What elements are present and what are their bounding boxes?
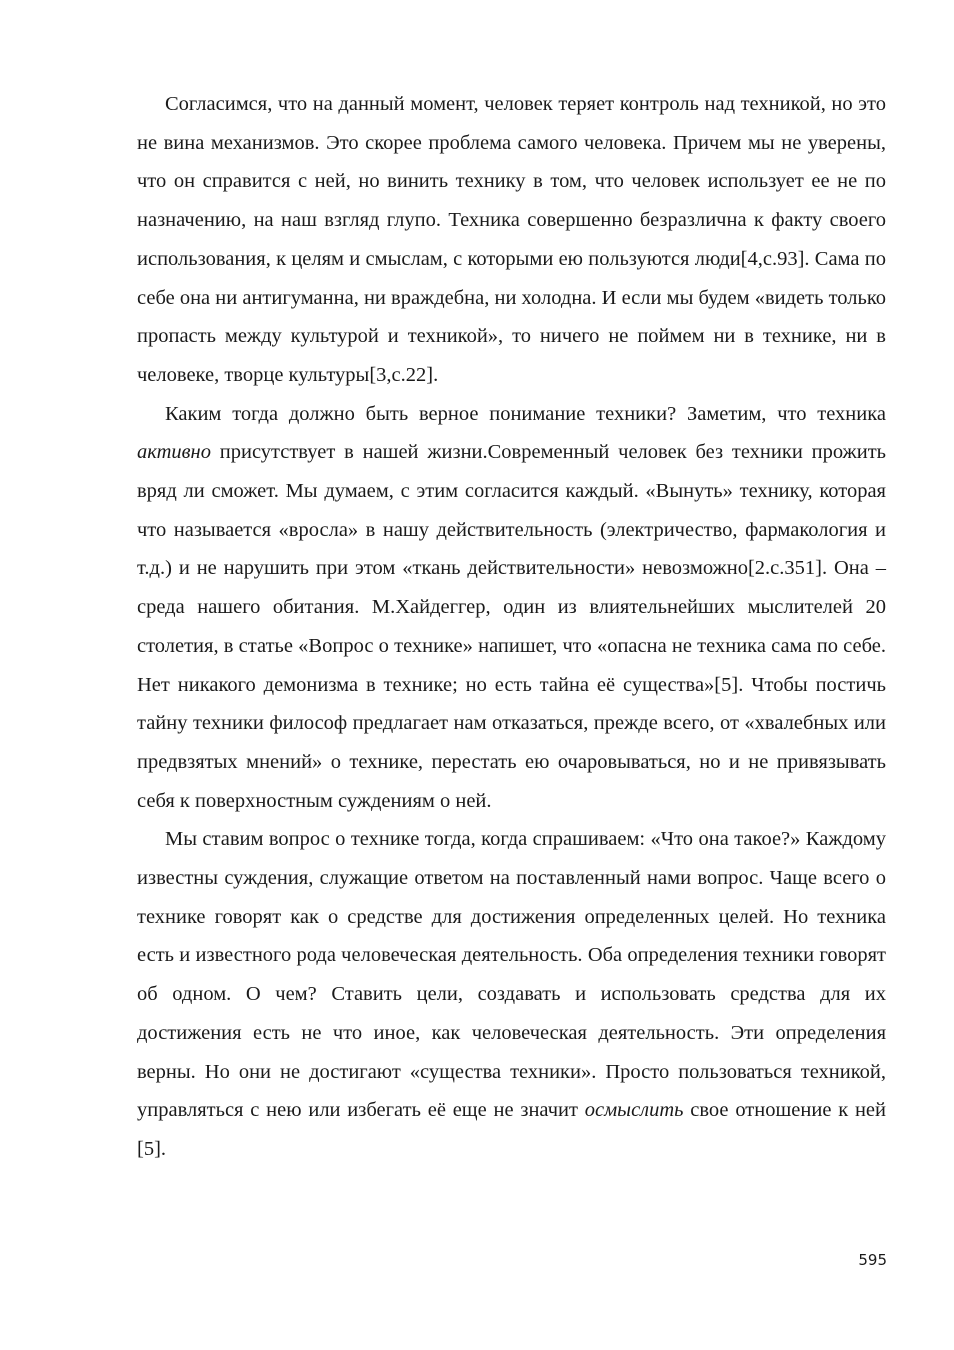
paragraph-2 (137, 395, 886, 821)
emphasis-aktivno: активно (137, 441, 211, 464)
paragraph-2-text-start: Каким тогда должно быть верное понимание техники? Заметим, что техника (165, 402, 886, 425)
paragraph-3-text-start: Мы ставим вопрос о технике тогда, когда спрашиваем: «Что она такое?» Каждому известны суждения, служащие ответом на поставленный нами вопрос. Чаще всего о технике говорят как о средстве для достижения определенных целей. Но техника есть и известного рода человеческая деятельность. Оба определения техники говорят об одном. О чем? Ставить цели, создавать и использовать средства для их достижения есть не что иное, как человеческая деятельность. Эти определения верны. Но они не достигают «существа техники». Просто пользоваться техникой, управляться с нею или избегать её еще не значит (137, 828, 886, 1122)
paragraph-2-text-end: присутствует в нашей жизни.Современный человек без техники прожить вряд ли сможет. Мы думаем, с этим согласится каждый. «Вынуть» технику, которая что называется «вросла» в нашу действительность (электричество, фармакология и т.д.) и не нарушить при этом «ткань действительности» невозможно[2.с.351]. Она – среда нашего обитания. М.Хайдеггер, один из влиятельнейших мыслителей 20 столетия, в статье «Вопрос о технике» напишет, что «опасна не техника сама по себе. Нет никакого демонизма в технике; но есть тайна её существа»[5]. Чтобы постичь тайну техники философ предлагает нам отказаться, прежде всего, от «хвалебных или предвзятых мнений» о технике, перестать ею очаровываться, но и не привязывать себя к поверхностным суждениям о ней. (137, 441, 886, 812)
paragraph-1 (137, 85, 886, 395)
page-number: 595 (858, 1251, 887, 1269)
paragraph-3 (137, 820, 886, 1168)
body-text (137, 85, 886, 1169)
paragraph-3-text-end: свое отношение к ней [5]. (137, 1099, 887, 1160)
emphasis-osmyslit: осмыслить (584, 1099, 684, 1122)
paragraph-1-text: Согласимся, что на данный момент, человек теряет контроль над техникой, но это не вина механизмов. Это скорее проблема самого человека. Причем мы не уверены, что он справится с ней, но винить технику в том, что человек использует ее не по назначению, на наш взгляд глупо. Техника совершенно безразлична к факту своего использования, к целям и смыслам, с которыми ею пользуются люди[4,с.93]. Сама по себе она ни антигуманна, ни враждебна, ни холодна. И если мы будем «видеть только пропасть между культурой и техникой», то ничего не поймем ни в технике, ни в человеке, творце культуры[3,с.22]. (137, 93, 886, 386)
